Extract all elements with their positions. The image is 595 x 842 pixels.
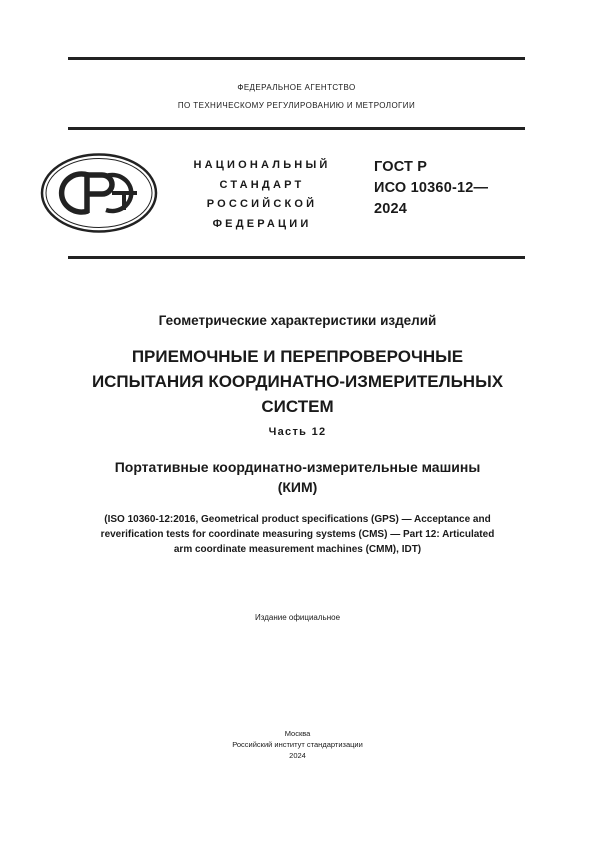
standard-designation — [374, 157, 488, 220]
iso-reference — [40, 512, 555, 557]
national-standard-label — [172, 156, 352, 234]
part-title-line-1: Портативные координатно-измерительные машины — [114, 459, 481, 475]
iso-reference-line-2: reverification tests for coordinate measuring systems (CMS) — Part 12: Articulated — [100, 529, 495, 540]
part-number: Часть 12 — [268, 426, 327, 438]
agency-line-2: ПО ТЕХНИЧЕСКОМУ РЕГУЛИРОВАНИЮ И МЕТРОЛОГИИ — [177, 101, 416, 110]
general-title: Геометрические характеристики изделий — [158, 313, 437, 328]
part-title-line-2: (КИМ) — [277, 479, 318, 495]
imprint-city: Москва — [284, 729, 311, 738]
main-title-line-2: ИСПЫТАНИЯ КООРДИНАТНО-ИЗМЕРИТЕЛЬНЫХ — [91, 372, 504, 391]
designation-line-2: ИСО 10360-12— — [374, 180, 489, 196]
designation-line-1: ГОСТ Р — [374, 159, 428, 175]
imprint-publisher: Российский институт стандартизации — [232, 740, 363, 749]
part-title — [40, 457, 555, 497]
main-title — [40, 344, 555, 419]
national-standard-line-1: НАЦИОНАЛЬНЫЙ — [193, 159, 331, 171]
designation-line-3: 2024 — [374, 201, 408, 217]
gost-r-emblem-icon — [40, 153, 158, 233]
national-standard-line-3: РОССИЙСКОЙ — [206, 198, 318, 210]
imprint — [40, 728, 555, 761]
header-bottom-rule — [68, 256, 525, 259]
main-title-line-3: СИСТЕМ — [261, 397, 334, 416]
national-standard-line-2: СТАНДАРТ — [219, 178, 305, 191]
top-rule — [68, 57, 525, 60]
imprint-year: 2024 — [289, 751, 306, 760]
national-standard-line-4: ФЕДЕРАЦИИ — [212, 217, 312, 230]
agency-bottom-rule — [68, 127, 525, 130]
edition-label: Издание официальное — [254, 613, 341, 622]
agency-line-1: ФЕДЕРАЛЬНОЕ АГЕНТСТВО — [237, 83, 356, 92]
iso-reference-line-1: (ISO 10360-12:2016, Geometrical product specifications (GPS) — Acceptance and — [104, 514, 491, 525]
iso-reference-line-3: arm coordinate measurement machines (CMM), IDT) — [173, 544, 422, 555]
main-title-line-1: ПРИЕМОЧНЫЕ И ПЕРЕПРОВЕРОЧНЫЕ — [131, 347, 464, 366]
